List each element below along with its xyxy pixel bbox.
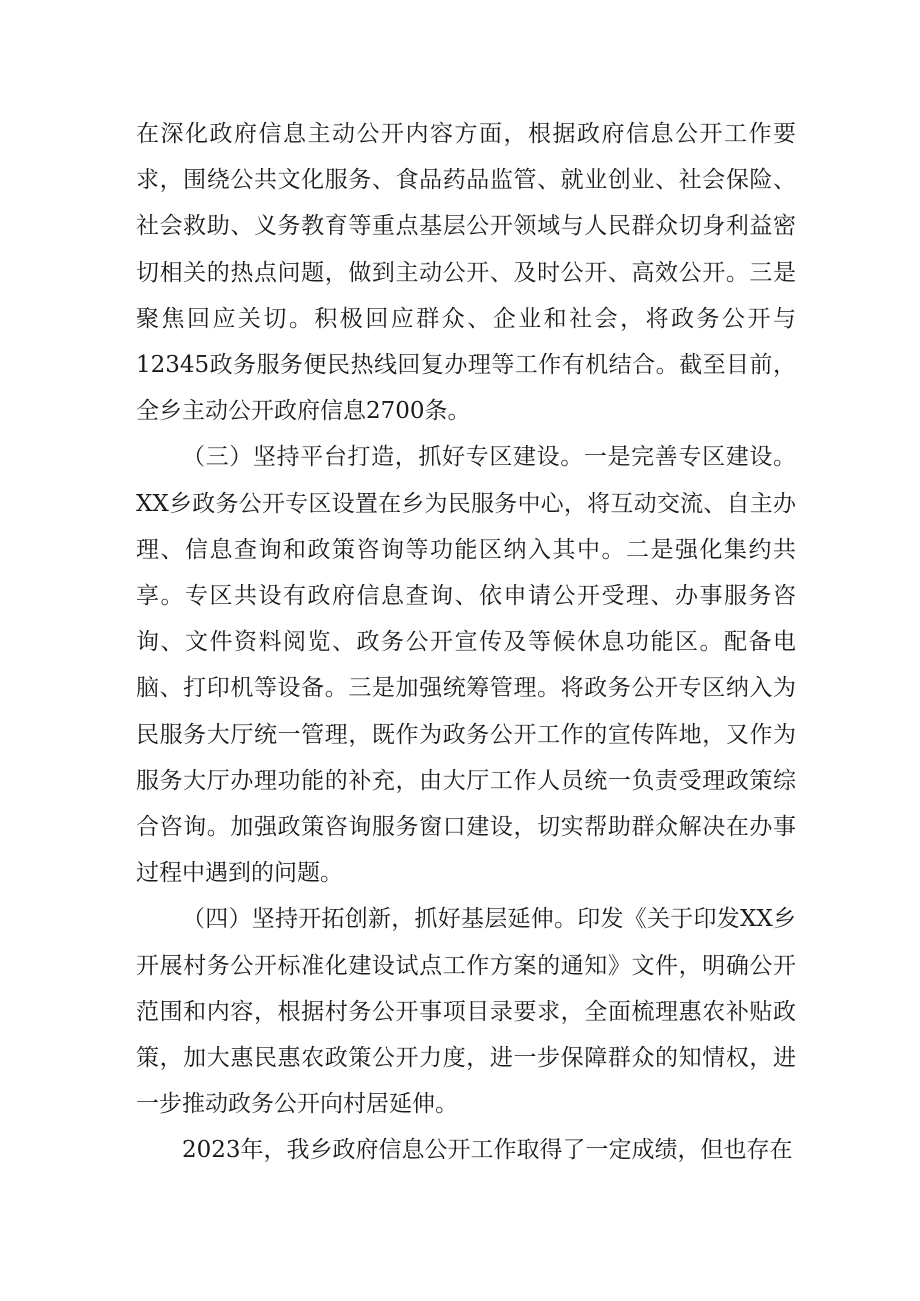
paragraph-section-four: （四）坚持开拓创新，抓好基层延伸。印发《关于印发XX乡开展村务公开标准化建设试点工作方案的通知》文件，明确公开范围和内容，根据村务公开事项目录要求，全面梳理惠农补贴政策，加大惠民惠农政策公开力度，进一步保障群众的知情权，进一步推动政务公开向村居延伸。 bbox=[136, 906, 796, 1118]
document-body bbox=[136, 111, 796, 1174]
paragraph-summary: 2023年，我乡政府信息公开工作取得了一定成绩，但也存在 bbox=[182, 1137, 793, 1164]
paragraph-section-three: （三）坚持平台打造，抓好专区建设。一是完善专区建设。XX乡政务公开专区设置在乡为民服务中心，将互动交流、自主办理、信息查询和政策咨询等功能区纳入其中。二是强化集约共享。专区共设有政府信息查询、依申请公开受理、办事服务咨询、文件资料阅览、政务公开宣传及等候休息功能区。配备电脑、打印机等设备。三是加强统筹管理。将政务公开专区纳入为民服务大厅统一管理，既作为政务公开工作的宣传阵地，又作为服务大厅办理功能的补充，由大厅工作人员统一负责受理政策综合咨询。加强政策咨询服务窗口建设，切实帮助群众解决在办事过程中遇到的问题。 bbox=[136, 444, 796, 887]
paragraph-continuation: 在深化政府信息主动公开内容方面，根据政府信息公开工作要求，围绕公共文化服务、食品药品监管、就业创业、社会保险、社会救助、义务教育等重点基层公开领域与人民群众切身利益密切相关的热点问题，做到主动公开、及时公开、高效公开。三是聚焦回应关切。积极回应群众、企业和社会，将政务公开与12345政务服务便民热线回复办理等工作有机结合。截至目前，全乡主动公开政府信息2700条。 bbox=[136, 121, 796, 425]
